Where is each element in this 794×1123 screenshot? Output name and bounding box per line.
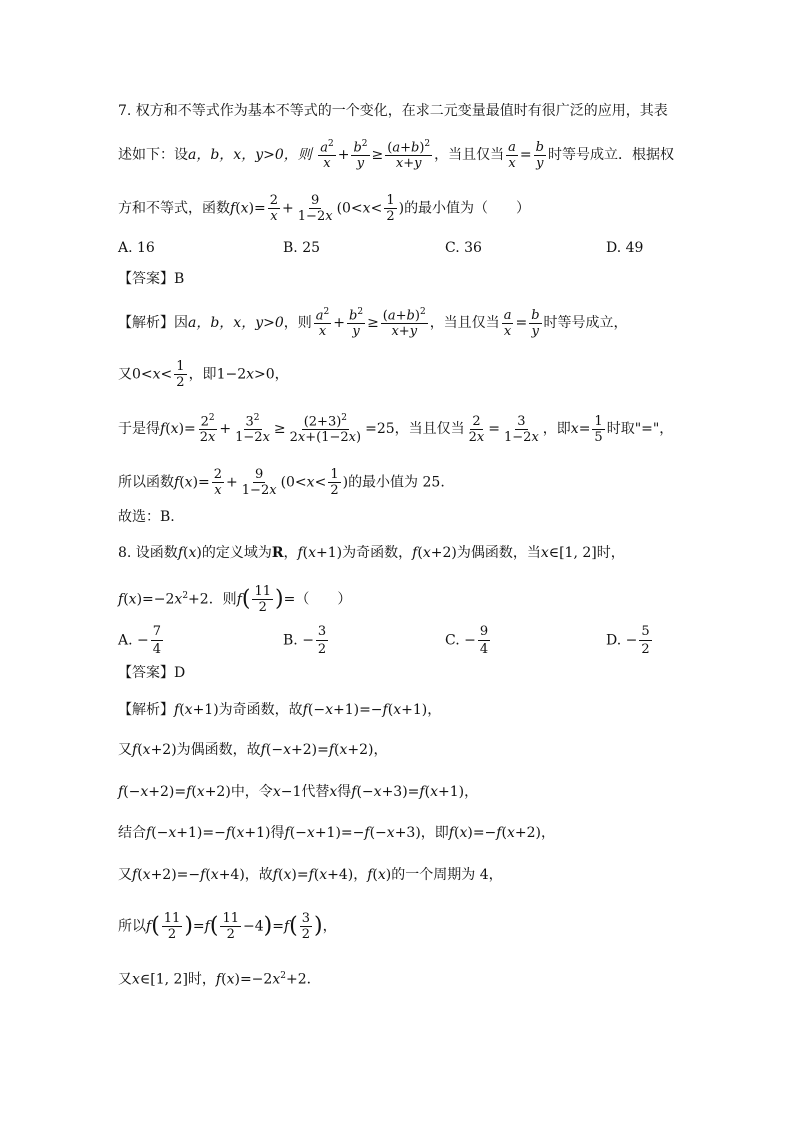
q7-option-d[interactable]: D. 49 [606, 240, 644, 256]
q8-analysis-line-2: 又f(x+2)为偶函数，故f(−x+2)=f(x+2)， [118, 742, 388, 758]
q8-answer: 【答案】D [118, 665, 186, 681]
q8-analysis-line-6: 所以f( $\frac{11}{2}$ )=f( $\frac{11}{2}$ −4)=f( $\frac{3}{2}$ )， [118, 911, 337, 942]
q8-analysis-line-4: 结合f(−x+1)=−f(x+1)得f(−x+1)=−f(−x+3)，即f(x)=−f(x+2)， [118, 825, 555, 841]
q8-option-c[interactable]: C. − $\frac{9}{4}$ [445, 624, 489, 657]
q8-option-d[interactable]: D. − $\frac{5}{2}$ [606, 624, 650, 657]
q8-analysis-line-1: 【解析】f(x+1)为奇函数，故f(−x+1)=−f(x+1)， [118, 702, 442, 718]
q7-option-b[interactable]: B. 25 [283, 240, 321, 256]
q8-analysis-line-7: 又x∈[1, 2]时，$f(x)=-2x^2+2$． [118, 971, 321, 988]
q8-option-b[interactable]: B. − $\frac{3}{2}$ [283, 624, 327, 657]
q7-analysis-line-4: 所以函数f(x)= $\frac{2}{x}$ + $\frac{9}{1-2x}$ (0<x< $\frac{1}{2}$ )的最小值为 25. [118, 467, 445, 498]
q8-stem-line-2: $f(x)=-2x^2+2$．则f( $\frac{11}{2}$ )=（ ） [118, 584, 352, 615]
q7-answer: 【答案】B [118, 271, 185, 287]
q7-analysis-line-3: 于是得f(x)= $\frac{2^2}{2x}$ + $\frac{3^2}{1-2x}$ ≥ $\frac{(2+3)^2}{2x+(1-2x)}$ =25，当且仅当 $\frac{2}{2x}$ = $\frac{3}{1-2x}$ ，即x= $\frac{1}{5}$ 时取"="， [118, 413, 674, 446]
q8-option-a[interactable]: A. − $\frac{7}{4}$ [118, 624, 162, 657]
q8-analysis-line-5: 又f(x+2)=−f(x+4)，故f(x)=f(x+4)，f(x)的一个周期为 4， [118, 867, 503, 883]
q7-option-c[interactable]: C. 36 [445, 240, 482, 256]
q7-option-a[interactable]: A. 16 [118, 240, 155, 256]
q7-analysis-line-1: 【解析】因a，b，x，y>0，则 $\frac{a^2}{x}$ + $\frac{b^2}{y}$ ≥ $\frac{(a+b)^2}{x+y}$ ，当且仅当 $\frac{a}{x}$ = $\frac{b}{y}$ 时等号成立， [118, 307, 628, 340]
q7-stem-line-2: 述如下：设a，b，x，y>0，则 $\frac{a^2}{x}$ + $\frac{b^2}{y}$ ≥ $\frac{(a+b)^2}{x+y}$ ，当且仅当 $\frac{a}{x}$ = $\frac{b}{y}$ 时等号成立．根据权 [118, 139, 674, 172]
q7-stem-line-3: 方和不等式，函数f(x)= $\frac{2}{x}$ + $\frac{9}{1-2x}$ (0<x< $\frac{1}{2}$ )的最小值为（ ） [118, 193, 531, 224]
q8-analysis-line-3: f(−x+2)=f(x+2)中，令x−1代替x得f(−x+3)=f(x+1)， [118, 784, 479, 800]
q8-stem-line-1: 8. 设函数f(x)的定义域为R，f(x+1)为奇函数，f(x+2)为偶函数，当x∈[1, 2]时， [118, 545, 625, 561]
q7-choose: 故选：B. [118, 509, 175, 525]
q7-stem-line-1: 7. 权方和不等式作为基本不等式的一个变化，在求二元变量最值时有很广泛的应用，其表 [118, 103, 668, 119]
q7-analysis-line-2: 又0<x< $\frac{1}{2}$ ，即1−2x>0， [118, 359, 289, 390]
